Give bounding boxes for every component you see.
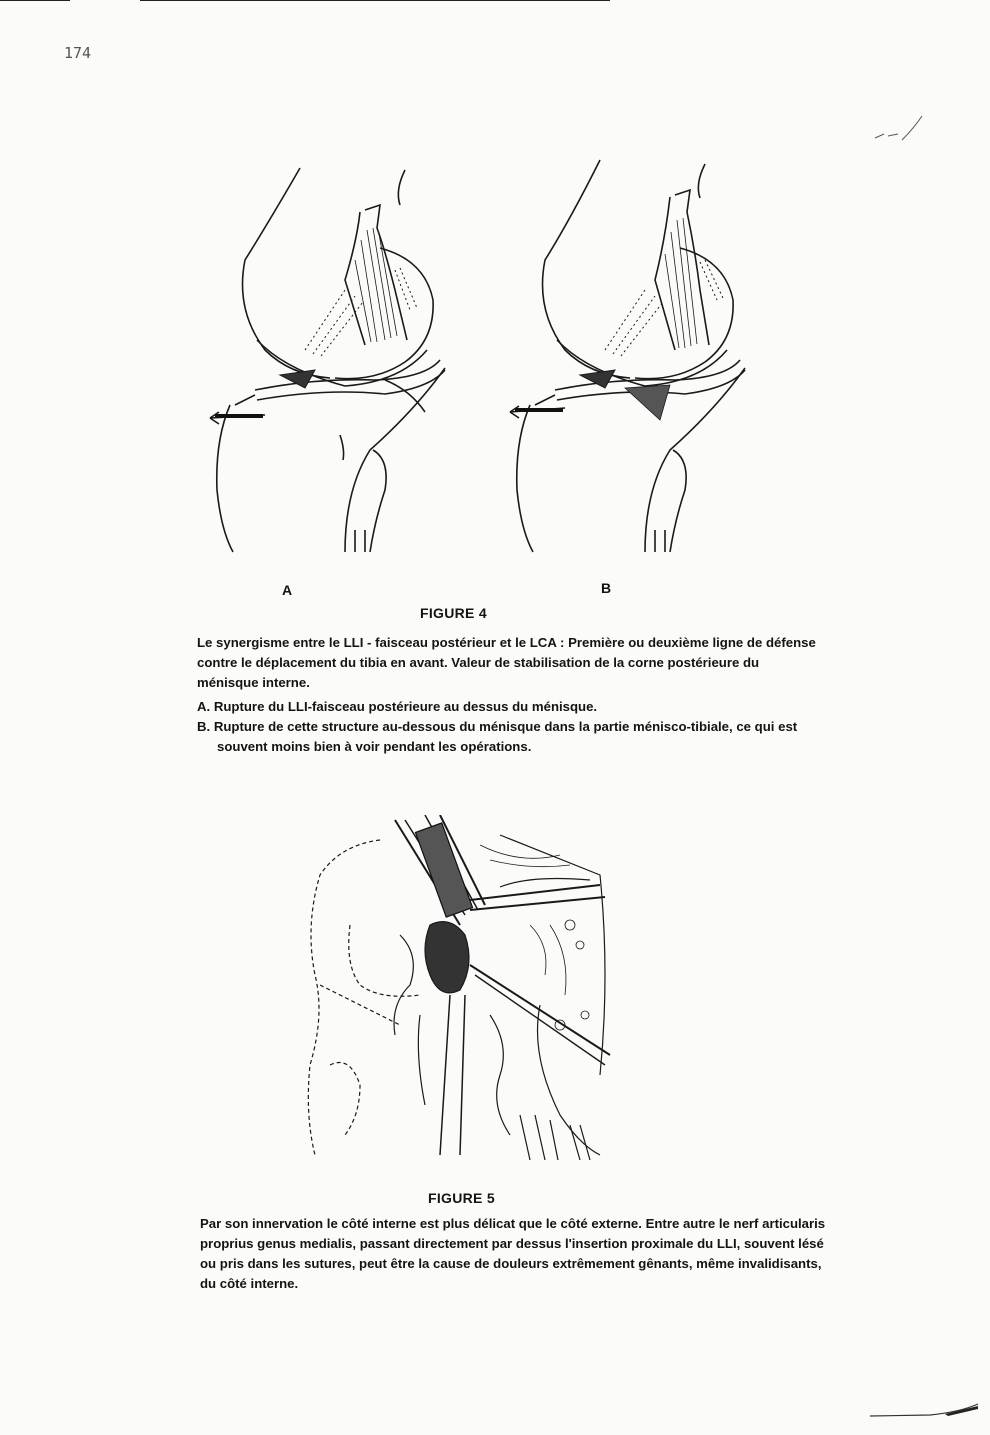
figure4-caption	[197, 633, 817, 757]
figure4-title: FIGURE 4	[420, 605, 487, 621]
figure4-panel-a	[210, 168, 445, 552]
figure4-label-a: A	[282, 582, 293, 598]
top-scan-rule	[140, 0, 610, 1]
figure4-label-b: B	[601, 580, 612, 596]
page-number: 174	[64, 44, 92, 62]
figure5-surgical-illustration	[300, 815, 620, 1160]
figure4-panel-b	[510, 160, 745, 552]
figure4-caption-item-a: A. Rupture du LLI-faisceau postérieure au dessus du ménisque.	[197, 699, 598, 714]
scan-mark-bottom	[870, 1400, 980, 1420]
top-left-scan-rule	[0, 0, 70, 1]
pencil-mark	[870, 110, 930, 150]
figure4-caption-intro: Le synergisme entre le LLI - faisceau postérieur et le LCA : Première ou deuxième ligne de défense contre le déplacement du tibia en avant. Valeur de stabilisation de la corne postérieure du ménisque interne.	[197, 635, 816, 690]
figure5-title: FIGURE 5	[428, 1190, 495, 1206]
figure4-knee-illustrations	[195, 150, 795, 570]
figure5-caption-text: Par son innervation le côté interne est plus délicat que le côté externe. Entre autre le nerf articularis proprius genus medialis, passant directement par dessus l'insertion proximale du LLI, souvent lésé ou pris dans les sutures, peut être la cause de douleurs extrêmement gênants, même invalidisants, du côté interne.	[200, 1216, 826, 1291]
figure4-caption-item-b: B. Rupture de cette structure au-dessous du ménisque dans la partie ménisco-tibiale, ce qui est souvent moins bien à voir pendant les opérations.	[197, 719, 798, 754]
figure5-caption	[200, 1214, 840, 1294]
